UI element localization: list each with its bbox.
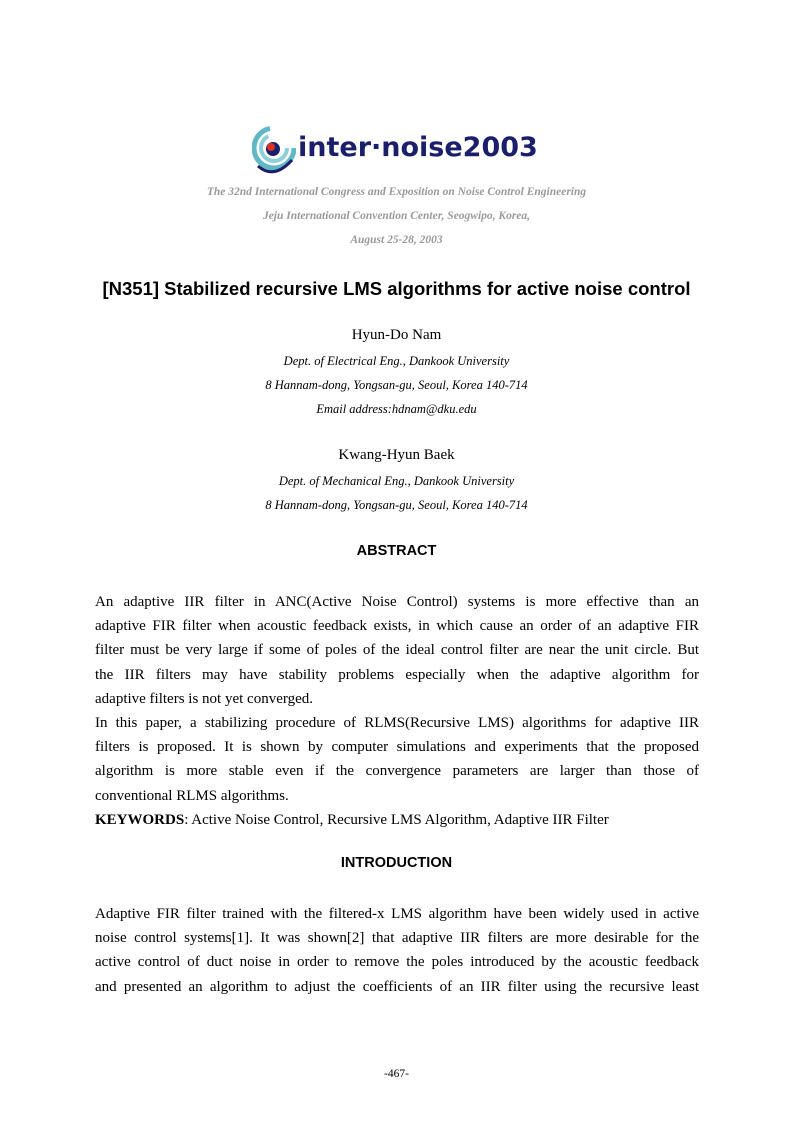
introduction-line: active control of duct noise in order to remove the poles introduced by the acoustic feedback [95,954,699,971]
keywords-line [95,808,699,832]
author-name: Hyun-Do Nam [351,327,442,343]
conference-venue: Jeju International Convention Center, Seogwipo, Korea, [262,210,531,222]
swirl-logo-icon [252,120,296,176]
author-affiliation: Dept. of Electrical Eng., Dankook University [283,354,510,368]
author-email: Email address:hdnam@dku.edu [316,402,477,416]
introduction-line: and presented an algorithm to adjust the coefficients of an IIR filter using the recursive least [95,978,699,995]
conference-name: The 32nd International Congress and Exposition on Noise Control Engineering [206,186,587,198]
abstract-line: An adaptive IIR filter in ANC(Active Noise Control) systems is more effective than an [95,594,699,610]
page-number: -467- [384,1068,409,1080]
author-address: 8 Hannam-dong, Yongsan-gu, Seoul, Korea 140-714 [265,498,528,512]
paper-title: [N351] Stabilized recursive LMS algorithms for active noise control [102,278,691,299]
introduction-line: noise control systems[1]. It was shown[2] that adaptive IIR filters are more desirable for the [95,930,699,947]
abstract-line: filter must be very large if some of poles of the ideal control filter are near the unit circle. But [95,642,699,659]
abstract-line: conventional RLMS algorithms. [95,787,289,804]
conference-logo-text: inter·noise2003 [298,132,538,163]
abstract-line: filters is proposed. It is shown by computer simulations and experiments that the proposed [95,739,699,756]
keywords-label: KEYWORDS [95,811,185,828]
author-affiliation: Dept. of Mechanical Eng., Dankook University [278,474,515,488]
abstract-line: algorithm is more stable even if the convergence parameters are larger than those of [95,763,699,780]
keywords-text: : Active Noise Control, Recursive LMS Algorithm, Adaptive IIR Filter [184,811,609,828]
author-address: 8 Hannam-dong, Yongsan-gu, Seoul, Korea 140-714 [265,378,528,392]
introduction-line: Adaptive FIR filter trained with the filtered-x LMS algorithm have been widely used in active [95,906,699,922]
author-name: Kwang-Hyun Baek [338,447,455,463]
abstract-body [95,590,699,832]
conference-logo [252,118,552,178]
introduction-heading: INTRODUCTION [340,855,453,871]
abstract-heading: ABSTRACT [356,543,437,559]
abstract-line: adaptive FIR filter when acoustic feedback exists, in which cause an order of an adaptive FIR [95,618,699,635]
abstract-line: In this paper, a stabilizing procedure of RLMS(Recursive LMS) algorithms for adaptive IIR [95,714,699,731]
introduction-body [95,902,699,999]
abstract-line: the IIR filters may have stability problems especially when the adaptive algorithm for [95,666,699,683]
conference-dates: August 25-28, 2003 [350,234,443,246]
abstract-line: adaptive filters is not yet converged. [95,690,313,707]
